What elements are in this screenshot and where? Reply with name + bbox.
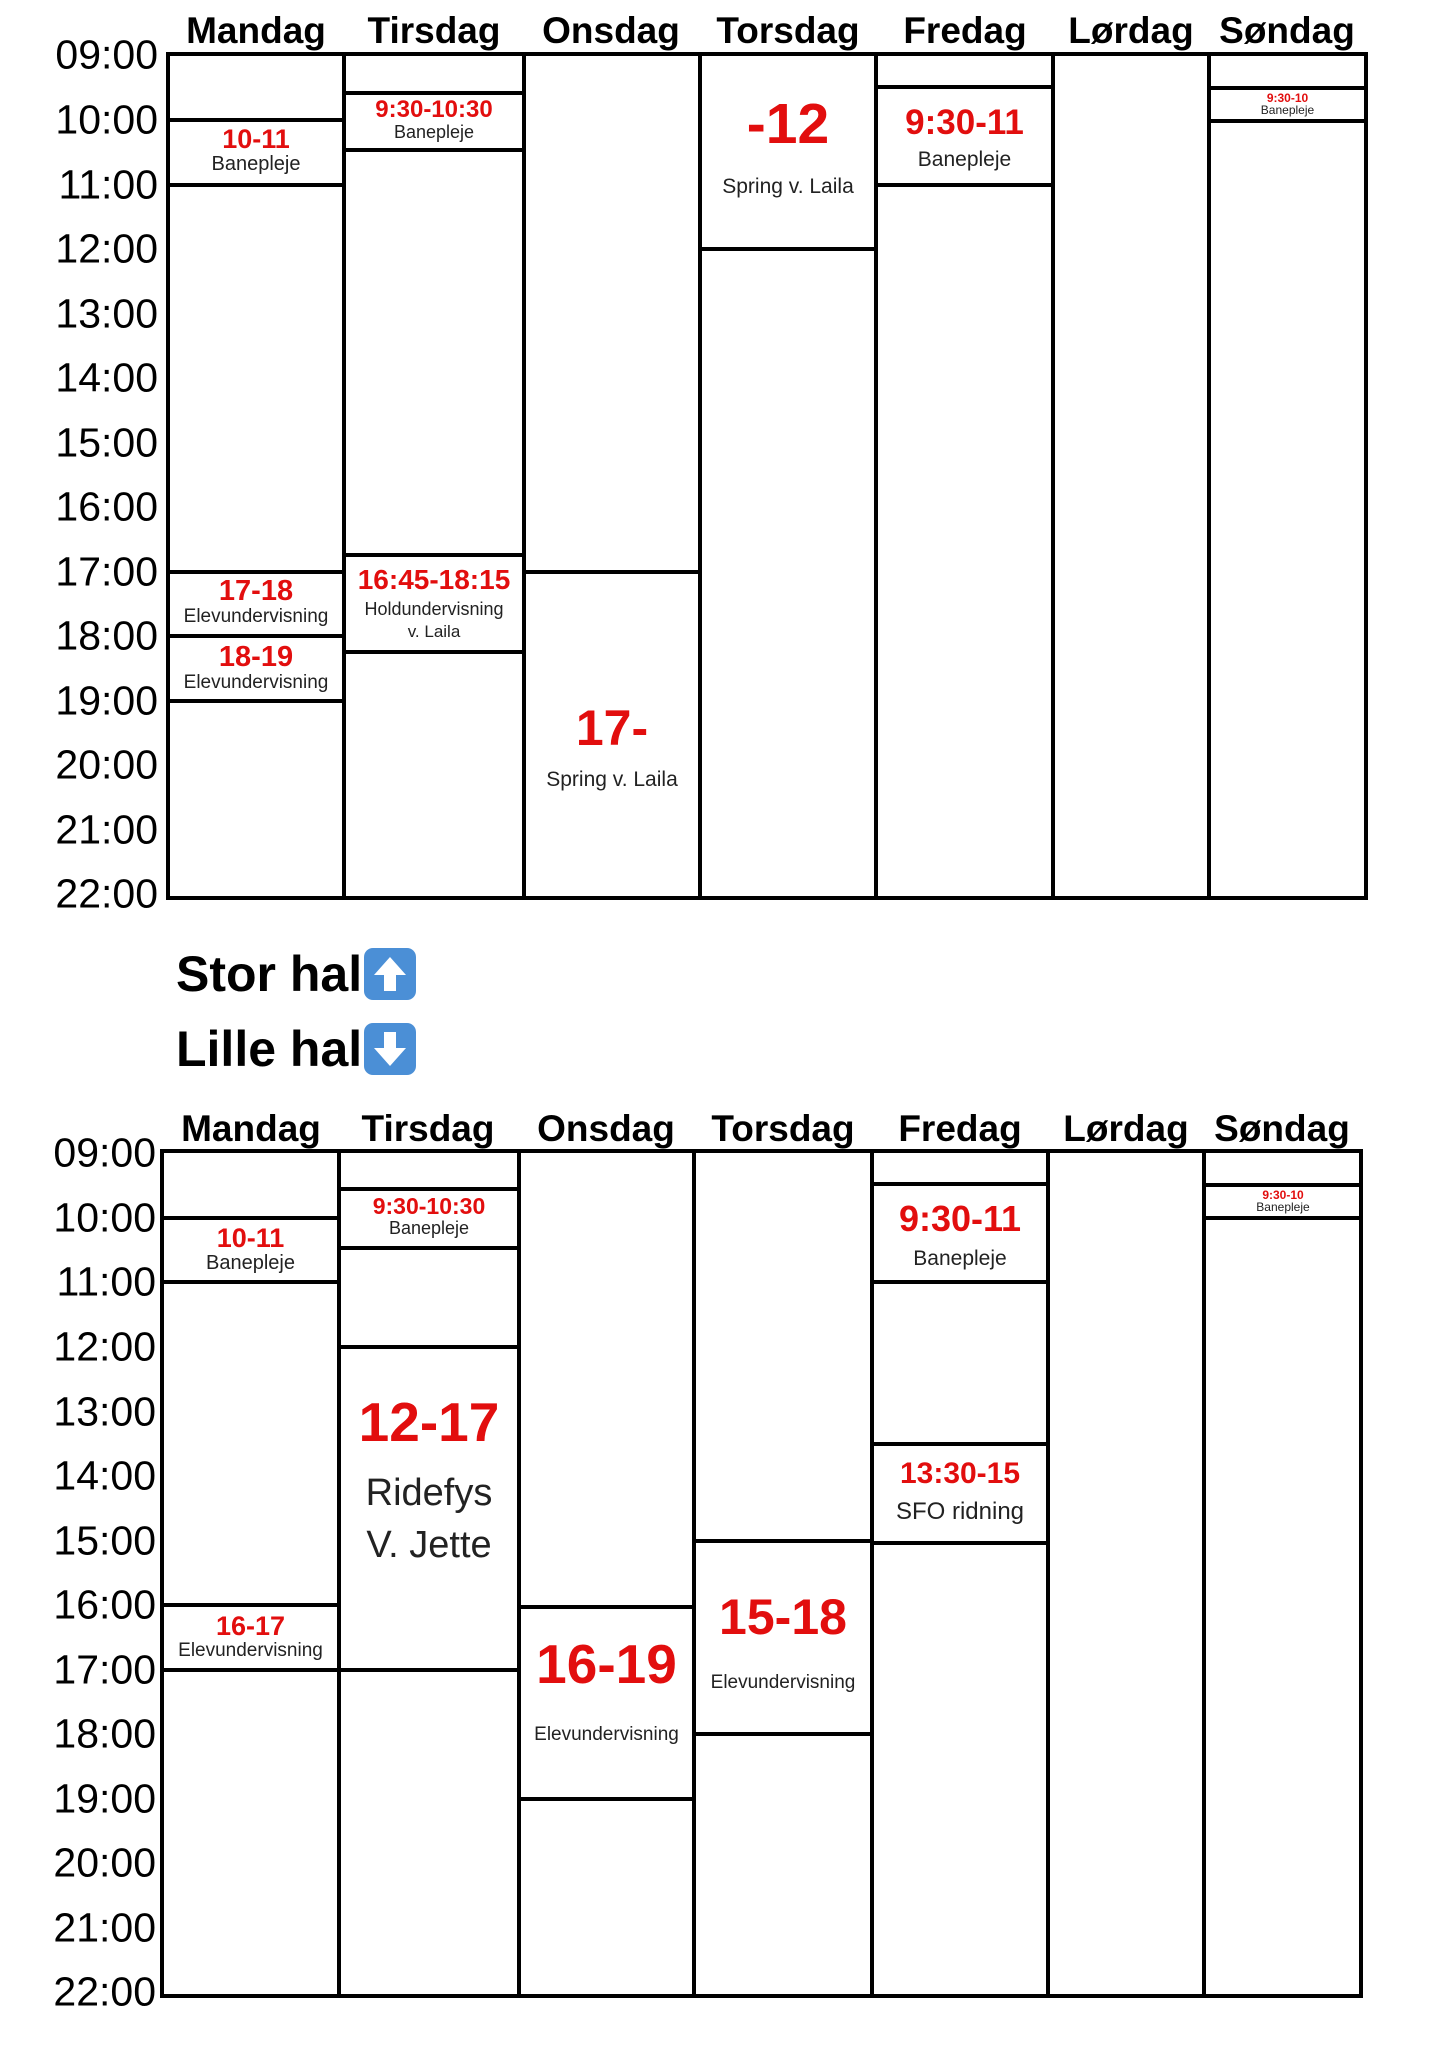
event-thursday-elevundervisning[interactable] (696, 1589, 870, 1694)
slot-boundary (524, 570, 700, 574)
slot-boundary (339, 1345, 519, 1349)
column-divider (1207, 52, 1211, 900)
slot-boundary (339, 1246, 519, 1250)
slot-boundary (694, 1732, 872, 1736)
slot-boundary (1204, 1216, 1361, 1220)
event-monday-elevundervisning[interactable] (170, 577, 342, 628)
slot-boundary (162, 1280, 339, 1284)
event-monday-banepleje[interactable] (164, 1225, 337, 1275)
event-time: 18-19 (218, 641, 294, 673)
slot-boundary (168, 699, 344, 703)
time-label: 11:00 (56, 1258, 156, 1305)
day-header-sunday: Søndag (1219, 10, 1355, 51)
time-label: 09:00 (53, 1129, 156, 1176)
slot-boundary (168, 118, 344, 122)
event-description: V. Jette (366, 1523, 492, 1566)
day-header-monday: Mandag (181, 1108, 321, 1149)
event-tuesday-banepleje[interactable] (341, 1195, 517, 1239)
event-description: Elevundervisning (178, 1640, 323, 1661)
time-label: 14:00 (55, 354, 158, 401)
event-time: 9:30-10 (1266, 91, 1309, 105)
event-time: 9:30-10:30 (375, 96, 493, 123)
hall-label-text: Stor hal (176, 946, 363, 1002)
column-divider (517, 1149, 521, 1998)
slot-boundary (876, 85, 1053, 89)
event-description: Holdundervisning (364, 599, 504, 619)
event-description: Spring v. Laila (546, 768, 678, 791)
event-time: 9:30-11 (898, 1198, 1022, 1239)
time-label: 21:00 (55, 806, 158, 853)
event-time: 13:30-15 (899, 1457, 1021, 1490)
column-divider (874, 52, 878, 900)
time-label: 13:00 (55, 290, 158, 337)
event-description: Banepleje (211, 153, 301, 175)
time-label: 17:00 (53, 1646, 156, 1693)
slot-boundary (344, 148, 524, 152)
day-header-tuesday: Tirsdag (361, 1108, 495, 1149)
time-label: 16:00 (53, 1581, 156, 1628)
slot-boundary (872, 1280, 1048, 1284)
event-friday-sfo-ridning[interactable] (874, 1459, 1046, 1526)
time-label: 09:00 (55, 31, 158, 78)
slot-boundary (1204, 1183, 1361, 1187)
day-header-friday: Fredag (903, 10, 1027, 51)
slot-boundary (168, 183, 344, 187)
event-tuesday-holdundervisning[interactable] (346, 566, 522, 641)
column-divider (1202, 1149, 1206, 1998)
slot-boundary (694, 1539, 872, 1543)
event-time: 15-18 (719, 1589, 847, 1645)
slot-boundary (519, 1605, 694, 1609)
event-description: Banepleje (206, 1252, 295, 1274)
time-label: 10:00 (53, 1194, 156, 1241)
event-monday-banepleje[interactable] (170, 126, 342, 176)
slot-boundary (872, 1541, 1048, 1545)
slot-boundary (700, 247, 876, 251)
down-arrow-icon (364, 1023, 416, 1075)
day-header-wednesday: Onsdag (542, 10, 680, 51)
slot-boundary (168, 634, 344, 638)
event-description: Elevundervisning (534, 1724, 679, 1745)
event-description: Elevundervisning (183, 672, 329, 693)
column-divider (1051, 52, 1055, 900)
event-time: 9:30-10:30 (372, 1193, 486, 1219)
slot-boundary (162, 1603, 339, 1607)
event-thursday-spring[interactable] (702, 92, 874, 199)
column-divider (870, 1149, 874, 1998)
event-description: Banepleje (1260, 103, 1315, 117)
day-header-thursday: Torsdag (716, 10, 860, 51)
time-label: 18:00 (53, 1710, 156, 1757)
slot-boundary (519, 1797, 694, 1801)
event-description: Elevundervisning (183, 606, 329, 627)
event-description: Spring v. Laila (722, 175, 854, 198)
event-description: Banepleje (388, 1218, 470, 1238)
time-label: 14:00 (53, 1452, 156, 1499)
event-time: 16-19 (536, 1633, 677, 1695)
time-label: 15:00 (53, 1517, 156, 1564)
event-time: -12 (746, 92, 830, 156)
event-time: 9:30-10 (1262, 1188, 1304, 1202)
event-wednesday-spring[interactable] (526, 700, 698, 792)
slot-boundary (162, 1216, 339, 1220)
day-header-friday: Fredag (898, 1108, 1022, 1149)
event-time: 17- (575, 700, 649, 756)
event-description: Elevundervisning (710, 1672, 856, 1693)
event-time: 17-18 (218, 575, 294, 607)
time-label: 11:00 (58, 161, 158, 208)
hall-label-lille (176, 1023, 416, 1075)
slot-boundary (168, 570, 344, 574)
time-label: 17:00 (55, 548, 158, 595)
slot-boundary (339, 1187, 519, 1191)
slot-boundary (872, 1182, 1048, 1186)
day-header-tuesday: Tirsdag (367, 10, 501, 51)
time-label: 20:00 (53, 1839, 156, 1886)
event-sunday-banepleje[interactable] (1206, 1189, 1360, 1213)
event-wednesday-elevundervisning[interactable] (521, 1633, 692, 1746)
event-time: 16-17 (215, 1611, 286, 1641)
slot-boundary (339, 1668, 519, 1672)
column-divider (692, 1149, 696, 1998)
up-arrow-icon (364, 948, 416, 1000)
event-tuesday-ridefys[interactable] (341, 1391, 517, 1567)
event-tuesday-banepleje[interactable] (346, 98, 522, 143)
event-description: v. Laila (407, 621, 461, 641)
event-time: 10-11 (216, 1223, 285, 1253)
time-label: 18:00 (55, 612, 158, 659)
day-header-monday: Mandag (186, 10, 326, 51)
time-label: 12:00 (55, 225, 158, 272)
slot-boundary (876, 183, 1053, 187)
event-description: Ridefys (365, 1472, 493, 1514)
event-monday-elevundervisning[interactable] (170, 643, 342, 694)
time-label: 21:00 (53, 1904, 156, 1951)
time-label: 19:00 (55, 677, 158, 724)
day-header-sunday: Søndag (1214, 1108, 1350, 1149)
event-time: 9:30-11 (905, 103, 1024, 142)
time-label: 13:00 (53, 1388, 156, 1435)
event-sunday-banepleje[interactable] (1211, 92, 1364, 116)
event-monday-elevundervisning[interactable] (164, 1613, 337, 1662)
event-time: 12-17 (358, 1391, 500, 1453)
slot-boundary (1209, 119, 1366, 123)
time-label: 10:00 (55, 96, 158, 143)
event-description: SFO ridning (895, 1498, 1025, 1525)
event-friday-banepleje[interactable] (878, 105, 1051, 172)
time-label: 12:00 (53, 1323, 156, 1370)
day-header-wednesday: Onsdag (537, 1108, 675, 1149)
time-label: 22:00 (53, 1968, 156, 2015)
slot-boundary (344, 650, 524, 654)
column-divider (1046, 1149, 1050, 1998)
hall-label-stor (176, 948, 416, 1000)
slot-boundary (344, 91, 524, 95)
day-header-thursday: Torsdag (711, 1108, 855, 1149)
time-label: 16:00 (55, 483, 158, 530)
slot-boundary (872, 1442, 1048, 1446)
event-description: Banepleje (393, 122, 475, 142)
time-label: 15:00 (55, 419, 158, 466)
day-header-saturday: Lørdag (1063, 1108, 1189, 1149)
day-header-saturday: Lørdag (1068, 10, 1194, 51)
time-label: 20:00 (55, 741, 158, 788)
time-label: 22:00 (55, 870, 158, 917)
event-description: Banepleje (913, 1247, 1007, 1270)
event-description: Banepleje (917, 148, 1012, 171)
slot-boundary (162, 1668, 339, 1672)
slot-boundary (344, 553, 524, 557)
column-divider (342, 52, 346, 900)
hall-label-text: Lille hal (176, 1021, 363, 1077)
column-divider (337, 1149, 341, 1998)
slot-boundary (1209, 86, 1366, 90)
time-label: 19:00 (53, 1775, 156, 1822)
event-time: 16:45-18:15 (357, 564, 511, 595)
event-time: 10-11 (222, 124, 290, 154)
event-friday-banepleje[interactable] (874, 1198, 1046, 1271)
event-description: Banepleje (1256, 1200, 1310, 1214)
